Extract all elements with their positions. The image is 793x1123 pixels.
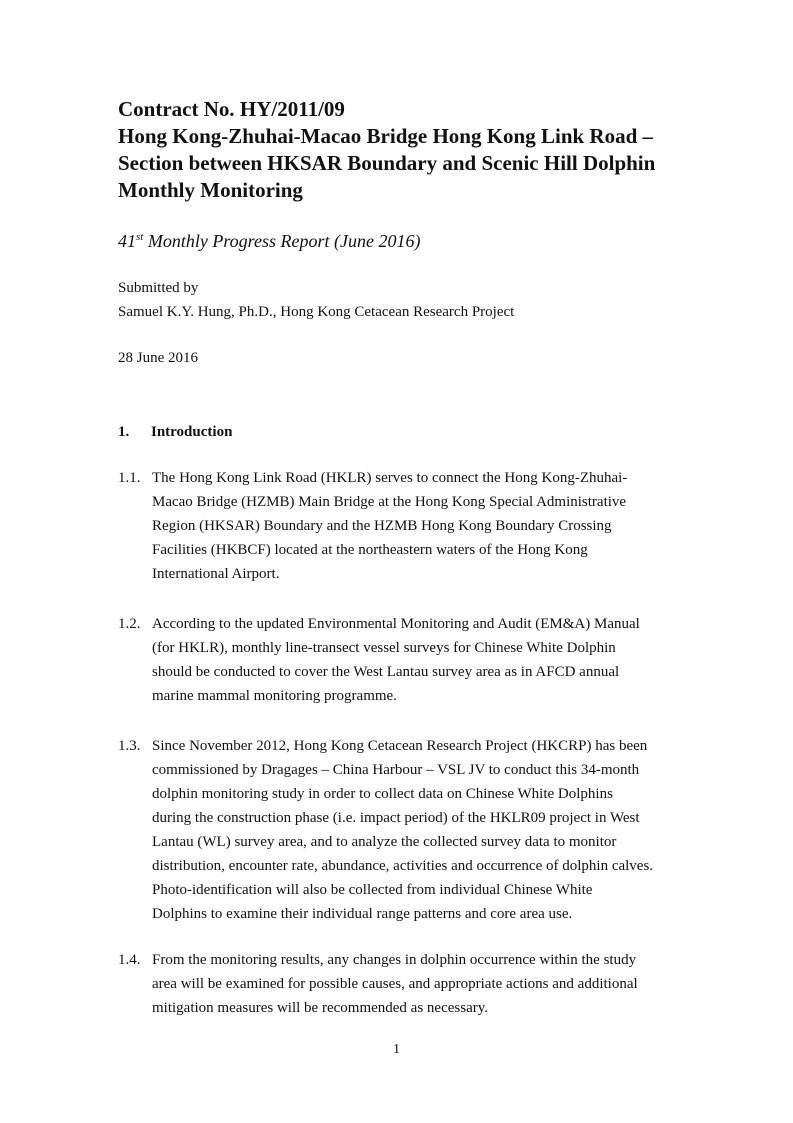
paragraph-line: commissioned by Dragages – China Harbour – VSL JV to conduct this 34-month [152,762,640,778]
paragraph-number: 1.2. [118,616,141,632]
paragraph-1-1 [118,466,708,586]
paragraph-text [152,612,708,708]
paragraph-line: Lantau (WL) survey area, and to analyze the collected survey data to monitor [152,834,617,850]
paragraph-text [152,948,708,1020]
paragraph-line: area will be examined for possible causes, and appropriate actions and additional [152,976,638,992]
report-number: 41 [118,231,136,251]
title-line: Section between HKSAR Boundary and Scenic Hill Dolphin [118,151,656,175]
paragraph-line: From the monitoring results, any changes in dolphin occurrence within the study [152,952,637,968]
section-title: Introduction [151,424,233,440]
title-line: Hong Kong-Zhuhai-Macao Bridge Hong Kong Link Road – [118,124,654,148]
paragraph-1-3 [118,734,708,926]
paragraph-text [152,466,708,586]
paragraph-line: The Hong Kong Link Road (HKLR) serves to connect the Hong Kong-Zhuhai- [152,470,628,486]
paragraph-text [152,734,708,926]
paragraph-line: Photo-identification will also be collected from individual Chinese White [152,882,593,898]
paragraph-1-2 [118,612,708,708]
paragraph-line: marine mammal monitoring programme. [152,688,397,704]
paragraph-line: Facilities (HKBCF) located at the northeastern waters of the Hong Kong [152,542,588,558]
paragraph-line: International Airport. [152,566,280,582]
paragraph-line: dolphin monitoring study in order to collect data on Chinese White Dolphins [152,786,613,802]
title-line: Contract No. HY/2011/09 [118,97,345,121]
report-number-ordinal: st [136,231,144,243]
submission-block [118,276,514,324]
paragraph-1-4 [118,948,708,1020]
paragraph-line: (for HKLR), monthly line-transect vessel surveys for Chinese White Dolphin [152,640,616,656]
paragraph-line: during the construction phase (i.e. impact period) of the HKLR09 project in West [152,810,640,826]
author-line: Samuel K.Y. Hung, Ph.D., Hong Kong Cetacean Research Project [118,304,515,320]
paragraph-line: Region (HKSAR) Boundary and the HZMB Hong Kong Boundary Crossing [152,518,612,534]
report-subtitle [118,230,420,252]
paragraph-line: distribution, encounter rate, abundance, activities and occurrence of dolphin calves. [152,858,654,874]
section-number: 1. [118,424,130,440]
paragraph-line: According to the updated Environmental Monitoring and Audit (EM&A) Manual [152,616,640,632]
paragraph-line: should be conducted to cover the West Lantau survey area as in AFCD annual [152,664,620,680]
paragraph-number: 1.4. [118,952,141,968]
report-subtitle-text: Monthly Progress Report (June 2016) [143,231,421,251]
title-line: Monthly Monitoring [118,178,303,202]
paragraph-number: 1.3. [118,738,141,754]
paragraph-line: Dolphins to examine their individual range patterns and core area use. [152,906,573,922]
submitted-by-label: Submitted by [118,280,199,296]
page-number: 1 [393,1042,400,1057]
paragraph-line: Since November 2012, Hong Kong Cetacean Research Project (HKCRP) has been [152,738,648,754]
section-heading [118,421,232,443]
report-date: 28 June 2016 [118,350,198,366]
paragraph-line: Macao Bridge (HZMB) Main Bridge at the Hong Kong Special Administrative [152,494,627,510]
document-title [118,96,718,204]
paragraph-number: 1.1. [118,470,141,486]
paragraph-line: mitigation measures will be recommended as necessary. [152,1000,488,1016]
